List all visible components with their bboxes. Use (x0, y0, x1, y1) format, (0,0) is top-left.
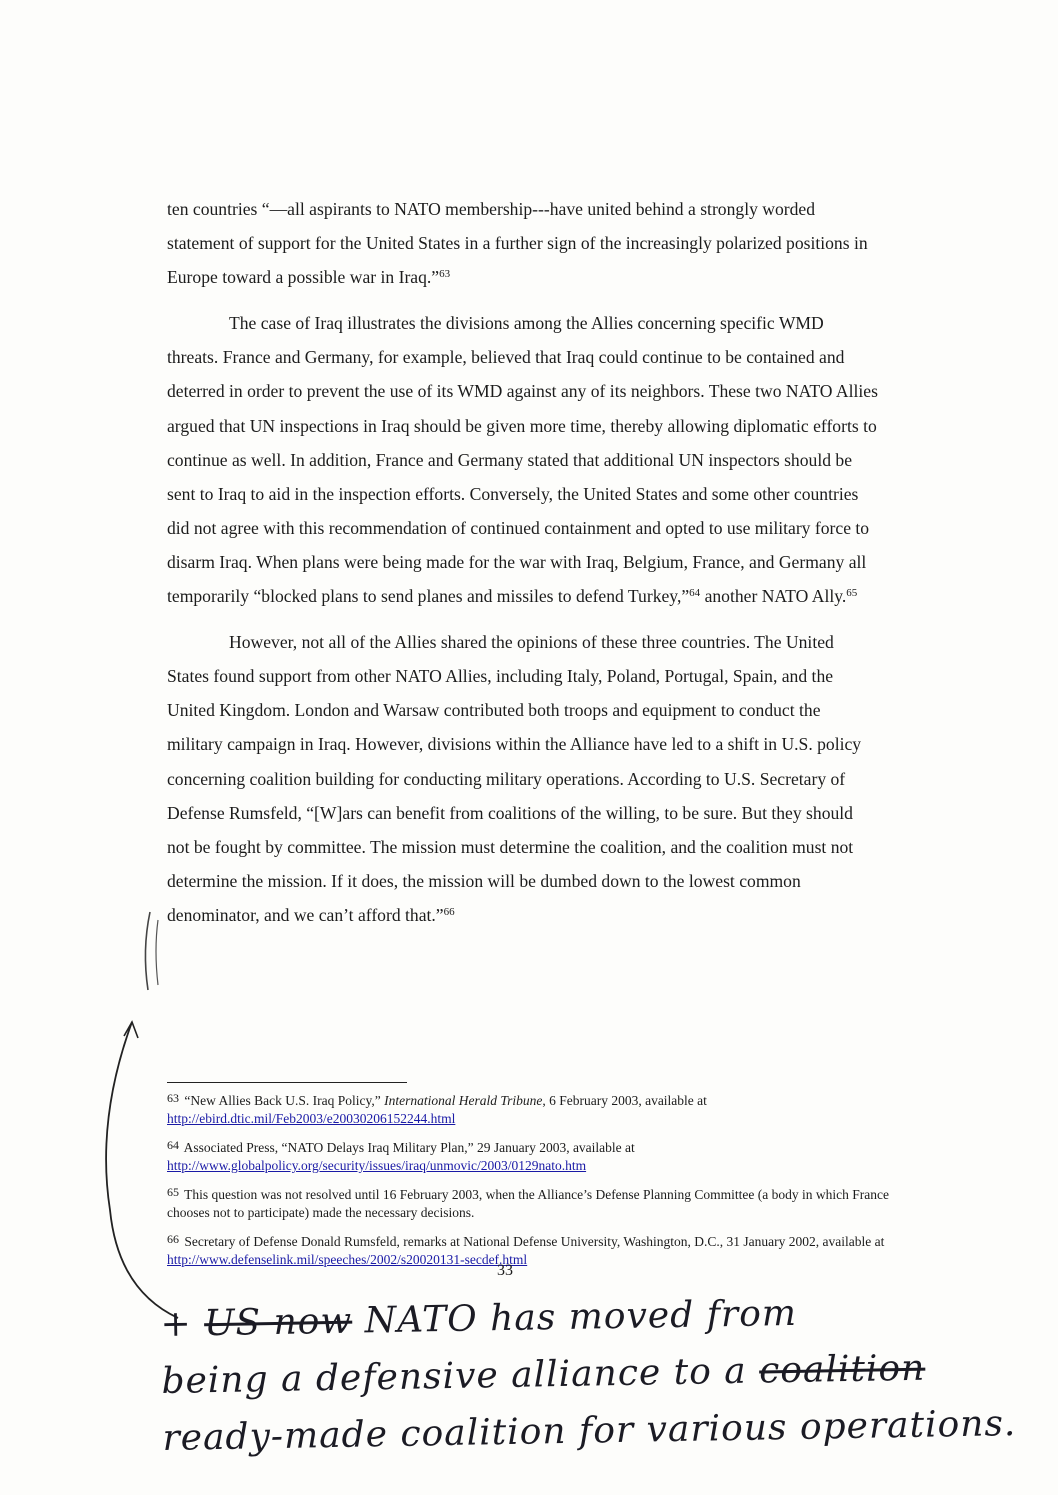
paragraph-1-text: ten countries “—all aspirants to NATO membership---have united behind a strongly worded statement of support for the United States in a further sign of the increasingly polarized positions in Europe toward a possible war in Iraq.” (167, 199, 868, 288)
footnote-number: 64 (167, 1138, 179, 1152)
handwritten-line-3: ready-made coalition for various operations. (162, 1403, 1017, 1459)
footnote-number: 63 (167, 1091, 179, 1105)
margin-arrow-head (124, 1022, 138, 1038)
handwritten-note (160, 1282, 1017, 1467)
handwritten-plus: + (160, 1303, 193, 1345)
footnote-text: Associated Press, “NATO Delays Iraq Military Plan,” 29 January 2003, available at (183, 1140, 635, 1155)
page-number: 33 (497, 1262, 513, 1279)
margin-arrow-curve (106, 1022, 178, 1318)
footnote-number: 65 (167, 1185, 179, 1199)
footnote-ref-64: 64 (689, 587, 701, 600)
margin-bracket-mark (145, 912, 150, 990)
paragraph-2-text-b: another NATO Ally. (700, 586, 847, 607)
handwritten-struck-text: coalition (758, 1347, 926, 1392)
footnote-number: 66 (167, 1232, 179, 1246)
footnote-text-after: , 6 February 2003, available at (542, 1093, 707, 1108)
handwritten-text: NATO has moved from (364, 1292, 798, 1342)
footnote-link[interactable]: http://www.globalpolicy.org/security/issues/iraq/unmovic/2003/0129nato.htm (167, 1158, 587, 1173)
footnote-text: “New Allies Back U.S. Iraq Policy,” (184, 1093, 385, 1108)
paragraph-2-text-a: The case of Iraq illustrates the divisions among the Allies concerning specific WMD threats. France and Germany, for example, believed that Iraq could continue to be contained and deterred in order to prevent the use of its WMD against any of its neighbors. These two NATO Allies argued that UN inspections in Iraq should be given more time, thereby allowing diplomatic efforts to continue as well. In addition, France and Germany stated that additional UN inspectors should be sent to Iraq to aid in the inspection efforts. Conversely, the United States and some other countries did not agree with this recommendation of continued containment and opted to use military force to disarm Iraq. When plans were being made for the war with Iraq, Belgium, France, and Germany all temporarily “blocked plans to send planes and missiles to defend Turkey,” (167, 313, 878, 607)
footnote-link[interactable]: http://www.defenselink.mil/speeches/2002/s20020131-secdef.html (167, 1252, 528, 1267)
footnote-source-title: International Herald Tribune (384, 1093, 543, 1108)
handwritten-struck-text: US now (203, 1300, 353, 1345)
footnote-ref-63: 63 (439, 268, 451, 281)
footnote-text: This question was not resolved until 16 February 2003, when the Alliance’s Defense Planning Committee (a body in which France chooses not to participate) made the necessary decisions. (167, 1187, 890, 1220)
handwritten-text: being a defensive alliance to a (161, 1350, 748, 1402)
footnote-ref-66: 66 (443, 905, 455, 918)
margin-bracket-mark-2 (156, 920, 158, 985)
footnote-text: Secretary of Defense Donald Rumsfeld, remarks at National Defense University, Washington, D.C., 31 January 2002, available at (184, 1234, 885, 1249)
paragraph-3-text: However, not all of the Allies shared the opinions of these three countries. The United States found support from other NATO Allies, including Italy, Poland, Portugal, Spain, and the United Kingdom. London and Warsaw contributed both troops and equipment to conduct the military campaign in Iraq. However, divisions within the Alliance have led to a shift in U.S. policy concerning coalition building for conducting military operations. According to U.S. Secretary of Defense Rumsfeld, “[W]ars can benefit from coalitions of the willing, to be sure. But they should not be fought by committee. The mission must determine the coalition, and the coalition must not determine the mission. If it does, the mission will be dumbed down to the lowest common denominator, and we can’t afford that.” (167, 632, 862, 925)
footnote-ref-65: 65 (846, 587, 858, 600)
footnote-link[interactable]: http://ebird.dtic.mil/Feb2003/e20030206152244.html (167, 1111, 456, 1126)
